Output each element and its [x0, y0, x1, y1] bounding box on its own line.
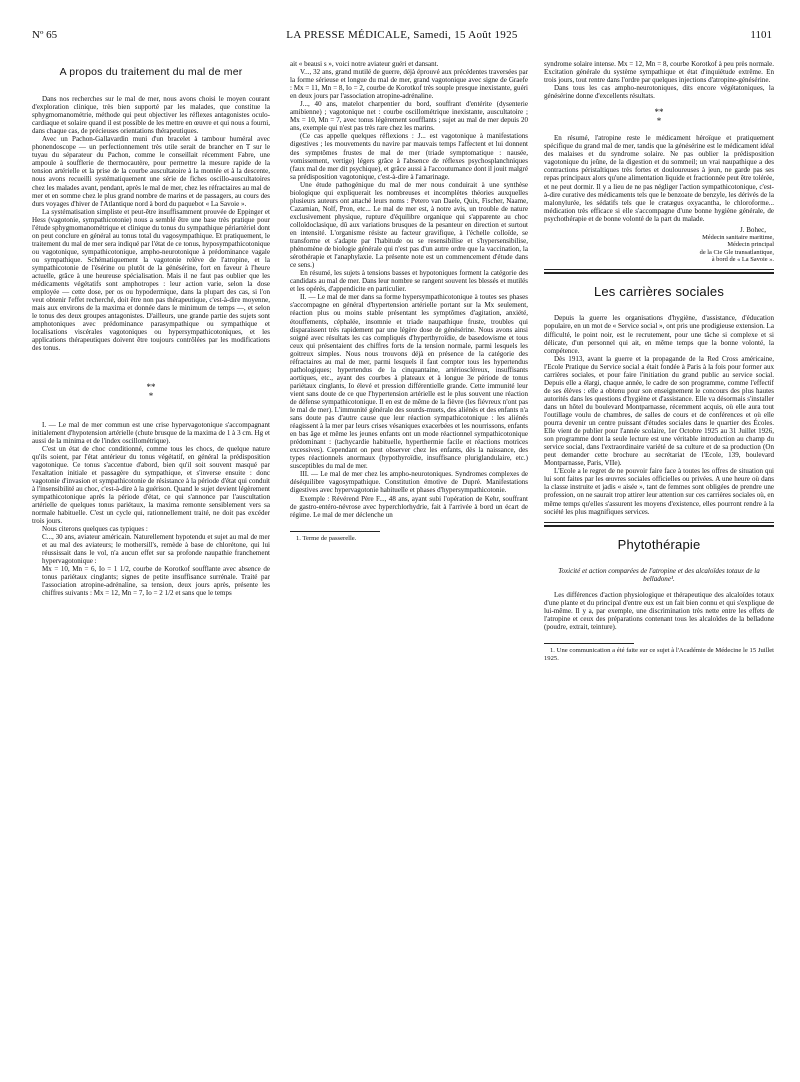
paragraph: Nous citerons quelques cas typiques :: [42, 525, 148, 534]
page-number-label: Nº 65: [32, 29, 58, 41]
paragraph: (Ce cas appelle quelques réflexions : J... est vagotonique à manifestations digestives ; les mouvements du navire par mauvais temps l'affectent et lui donnent des symptômes frustes de mal de mer (triade symptomatique : nausée, vomissement, vertige) légers grâce à l'absence de réflexes psychosplanchniques (faux mal de mer dit psychique), et grâce aussi à l'accoutumance dont il jouit malgré sa prédisposition vagotonique, c'est-à-dire à l'amarinage.: [290, 132, 528, 181]
footnote: 1. Terme de passerelle.: [296, 534, 357, 542]
author-affiliation-line: à bord de « La Savoie ».: [711, 256, 774, 264]
paragraph: Dans nos recherches sur le mal de mer, nous avons choisi le moyen courant d'exploration clinique, très bien supporté par les malades, que constitue la sphygmomanométrie, méthode qui peut objectiver les réflexes antagonistes oculo-cardiaque et solaire quand il est possible de les mettre en œuvre et qui nous a fourni, dans chaque cas, de précieuses orientations thérapeutiques.: [32, 95, 270, 136]
author-signature: J. Bohec,: [739, 225, 766, 234]
author-affiliation-line: de la Cie Gle transatlantique,: [699, 248, 774, 256]
section-heading-carrieres: Les carrières sociales: [593, 284, 725, 300]
paragraph: Une étude pathogénique du mal de mer nous conduirait à une synthèse biologique qui expliquerait les nombreuses et incomplètes théories auxquelles plusieurs auteurs ont attaché leurs noms : Petero van Daele, Quix, Fischer, Naame, Cazamian, Nolf, Pron, etc... Le mal de mer est, à notre avis, un trouble de nature exclusivement physique, rupture d'équilibre organique qui s'apparente au choc colloïdoclasique, dû aux variations brusques de la pesanteur en direction et surtout en intensité. L'organisme résiste au facteur gravifique, à l'échelle colloïde, se transforme et s'adapte par l'habitude ou se resensibilise et s'hypersensibilise, phénomène de biologie générale qui n'est pas d'un autre ordre que la vaccination, la sérothérapie et l'anaphylaxie. La présente note est un commencement d'étude dans ce sens.): [290, 180, 528, 270]
column-left: [32, 60, 270, 598]
article-subtitle: Toxicité et action comparées de l'atropine et des alcaloïdes totaux de la belladone¹.: [558, 566, 760, 583]
column-right: [544, 60, 774, 663]
paragraph: Dans tous les cas ampho-neurotoniques, dits encore végétatoniques, la génésérine donne d'excellents résultats.: [544, 84, 774, 101]
paragraph: Dès 1913, avant la guerre et la propagande de la Red Cross américaine, l'Ecole Pratique du Service social a était fondée à Paris à la fois pour former aux carrières sociales, et pour faire l'initiation du grand public au service social. Depuis elle a élargi, chaque année, le cadre de son programme, comme l'effectif de ses élèves : elle a obtenu pour son enseignement le concours des plus hautes autorités dans les questions d'hygiène et d'assistance. Elle va désormais s'installer dans un hôtel du boulevard Montparnasse, récemment acquis, où elle aura tout l'outillage voulu de chambres, de salles de cours et de conférences et où elle pourra devenir un centre puissant d'études sociales dans le quartier des Écoles. Elle vient de publier pour l'année scolaire, 1er Octobre 1925 au 31 Juillet 1926, son programme dont la seule lecture est une véritable introduction au champ du service social, dans l'extraordinaire variété de sa culture et de sa production (On peut demander cette brochure au secrétariat de l'Ecole, 139, boulevard Montparnasse, Paris, VIIe).: [544, 354, 774, 468]
paragraph: Exemple : Révérend Père F..., 48 ans, ayant subi l'opération de Kehr, souffrant de gastro-entéro-névrose avec hyperchlorhydrie, fait à l'arrivée à bord un écart de régime. Le mal de mer déclenche un: [290, 494, 528, 519]
section-divider-thick: [544, 525, 774, 527]
paragraph: ait « beausi s », voici notre aviateur guéri et dansant.: [290, 60, 439, 68]
paragraph: II. — Le mal de mer dans sa forme hypersympathicotonique à toutes ses phases s'accompagne en général d'hypertension artérielle portant sur la Mx seulement, réaction plus ou moins stable présentant les symptômes d'agitation, anxiété, étouffements, céphalée, insomnie et triade naupathique fruste, troubles qui disparaissent très rapidement par une légère dose de génésérine. Nous avons ainsi soigné avec résultats les cas compliqués d'hyperthyroïdie, de basedowisme et tous ceux qui présentaient des chiffres forts de la tension normale, parmi lesquels les goitreux simples. Nous nous trouvons déjà en présence de la catégorie des réfractaires au mal de mer, parmi lesquels il faut compter tous les hypertendus pathologiques; hypertendus de la cinquantaine, artérioscléreux, insuffisants aortiques, etc., ayant des courbes à plateaux et à longue 3e période de tonus pariétaux cinglants, Io élevé et pression différentielle grande. Cette immunité leur vient sans doute de ce que l'hypertension artérielle est le plus souvent une réaction de défense sympathicotonique. Il en est de même de la fièvre (les fiévreux n'ont pas le mal de mer). L'immunité générale des sourds-muets, des aliénés et des enfants n'a sans doute pas d'autre cause que leur réaction sympathicotonique : les aliénés réagissent à la mer par leurs crises vésaniques exacerbées et les nourrissons, enfants en bas âge et même les jeunes enfants ont un mode réactionnel sympathicotonique prédominant : (tachycardie habituelle, hyperthermie facile et réactions motrices excessives). Cependant on peut observer chez les enfants, dès la naissance, des types réactionnels anormaux (hypothyroïdie, insuffisance pluriglandulaire, etc.) susceptibles du mal de mer.: [290, 293, 528, 471]
journal-title: LA PRESSE MÉDICALE, Samedi, 15 Août 1925: [286, 29, 518, 41]
author-affiliation-line: Médecin sanitaire maritime,: [702, 233, 774, 241]
paragraph: V..., 32 ans, grand mutilé de guerre, déjà éprouvé aux précédentes traversées par la forme sérieuse et longue du mal de mer, grand vagotonique avec signe de Graefe : Mx = 11, Mn = 8, Io = 2, courbe de Korotkof très souple presque inexistante, guéri en deux jours par l'association atropine-adrénaline.: [290, 68, 528, 101]
running-header: [32, 29, 772, 43]
paragraph: Les différences d'action physiologique et thérapeutique des alcaloïdes totaux d'une plante et du principal d'entre eux est un fait bien connu et qui s'explique de lui-même. Il y a, par exemple, une discrimination très nette entre les effets de l'atropine et ceux des préparations contenant tous les alcaloïdes de la belladone (poudre, extrait, teinture).: [544, 590, 774, 631]
paragraph: I. — Le mal de mer commun est une crise hypervagotonique s'accompagnant initialement d'hypotension artérielle (chute brusque de la maxima de 1 à 3 cm. Hg et aussi de la minima et de l'index oscillométrique).: [32, 420, 270, 445]
paragraph: Avec un Pachon-Gallavardin muni d'un bracelet à tambour huméral avec phonendoscope — un perfectionnement très utile serait de brancher en T sur le tuyau du séparateur du Pachon, comme le conseillait récemment Fabre, une ampoule à soufflerie de thermocautère, pour permettre la mesure rapide de la tension artérielle et la prise de la courbe auscultatoire à la montée et à la descente, nous avons recueilli systématiquement une série de fiches oscillo-auscultatoires chez les malades avant, pendant, après le mal de mer, chez les réfractaires au mal de mer et en somme chez le plus grand nombre de marins et de passagers, au cours des durs voyages d'hiver de l'Atlantique nord à bord du paquebot « La Savoie ».: [32, 135, 270, 208]
section-heading-phytotherapie: Phytothérapie: [617, 536, 701, 552]
paragraph: J..., 40 ans, matelot charpentier du bord, souffrant d'entérite (dysenterie amibienne) ; vagotonique net : courbe oscillométrique inexistante, auscultatoire ; Mx = 10, Mn = 7, avec tonus légèrement soufflants ; sujet au mal de mer depuis 20 ans, exemple qui n'est pas très rare chez les marins.: [290, 100, 528, 133]
article-title: A propos du traitement du mal de mer: [59, 66, 243, 78]
footnote: 1. Une communication a été faite sur ce sujet à l'Académie de Médecine le 15 Juillet 1925.: [544, 646, 774, 662]
paragraph: Mx = 10, Mn = 6, Io = 1 1/2, courbe de Korotkof soufflante avec absence de tonus pariétaux cinglants; signes de petite insuffisance surrénale. Traité par l'association atropine-adrénaline, sa tension, deux jours après, présente les chiffres suivants : Mx = 12, Mn = 7, Io = 2 1/2 et sans que le temps: [42, 565, 270, 598]
section-divider: [544, 269, 774, 270]
author-affiliation-line: Médecin principal: [727, 241, 774, 249]
folio-number: 1101: [750, 29, 772, 41]
section-separator-stars: ** *: [146, 381, 156, 401]
paragraph: En résumé, l'atropine reste le médicament héroïque et pratiquement spécifique du grand mal de mer, tandis que la génésérine est le médicament idéal des malaises et du syndrome solaire. Ne pas oublier la prédisposition vagotonique du jeûne, de la digestion et du sommeil; un vrai naupathique a des contractions péristaltiques très fortes et douloureuses à jeun, ne garde pas ses repas principaux alors qu'une alimentation liquide et fractionnée peut être tolérée, et ne peut dormir. Il y a lieu de ne pas négliger l'action sympathicotonique, c'est-à-dire curative des médicaments tels que le benzoate de benzyle, les dérivés de la malonylurée, les sédatifs tels que le cratægus oxyacantha, le chloroforme... médication très efficace si elle s'accompagne d'une bonne hygiène générale, de psychothérapie et de bonne volonté de la part du malade.: [544, 134, 775, 223]
paragraph: En résumé, les sujets à tensions basses et hypotoniques forment la catégorie des candidats au mal de mer. Dans leur nombre se rangent souvent les blessés et mutilés et les opérés, d'appendicite en particulier.: [290, 269, 528, 294]
section-separator-stars: ** *: [654, 107, 664, 127]
paragraph: syndrome solaire intense. Mx = 12, Mn = 8, courbe Korotkof à peu près normale. Excitation générale du système sympathique et état d'inquiétude extrême. En trois jours, tout rentre dans l'ordre par quelques injections d'atropine-génésérine.: [544, 60, 774, 85]
section-divider-thick: [544, 272, 774, 274]
case-report: [32, 533, 270, 597]
column-middle: [290, 60, 528, 543]
paragraph: Depuis la guerre les organisations d'hygiène, d'assistance, d'éducation populaire, en un mot de « Service social », ont pris une prodigieuse extension. La difficulté, le point noir, est le recrutement, pour une tâche si complexe et si délicate, d'un personnel qui ait, en même temps que la bonne volonté, la compétence.: [544, 314, 774, 355]
paragraph: L'Ecole a le regret de ne pouvoir faire face à toutes les offres de situation qui lui sont faites par les œuvres sociales officielles ou privées. A une heure où dans la classe instruite et jadis « aisée », tant de femmes sont obligées de prendre une profession, on ne saurait trop attirer leur attention sur ces carrières sociales où, en même temps qu'elles s'assurent les moyens d'existence, elles pourront rendre à la société les plus magnifiques services.: [544, 467, 774, 516]
paragraph: C..., 30 ans, aviateur américain. Naturellement hypotendu et sujet au mal de mer et au mal des aviateurs; le mothersill's, remède à base de chlorétone, qui lui réussissait dans le vol, n'a aucun effet sur sa profonde naupathie franchement hypervagotonique :: [42, 533, 270, 566]
section-divider: [544, 522, 774, 523]
paragraph: III. — Le mal de mer chez les ampho-neurotoniques. Syndromes complexes de déséquilibre vagosympathique. Constitution émotive de Dupré. Manifestations digestives avec hypervagotonie habituelle et phases d'hypersympathicotonie.: [290, 470, 528, 495]
paragraph: La systématisation simpliste et peut-être insuffisamment prouvée de Eppinger et Hess (vagotonie, sympathicotonie) nous a semblé être une base très pratique pour l'étude sphygmomanométrique et clinique du tonus du sympathique périartériel dont on peut conclure en général au tonus total du vagosympathique. Et pratiquement, le traitement du mal de mer sera indiqué par l'état de ce tonus, hyposympathicotonique ou vagotonique, sympathicotonique, ampho-neurotonique à prédominance vagale ou sympathique. Schématiquement la vagotonie relève de l'atropine, et la sympathicotonie de l'ésérine ou plutôt de la génésérine, fort en faveur à l'heure actuelle, grâce à une heureuse spécialisation. Mais il ne faut pas oublier que les médicaments végétatifs sont amphotropes : leur action varie, selon la dose employée — cette dose, per os ou hypodermique, dans la plupart des cas, si l'on veut obtenir l'effet recherché, doit être non pas thérapeutique, c'est-à-dire moyenne, mais aux environs de la maxima et donnée dans le minimum de temps —, et selon le tonus des deux groupes antagonistes. D'ailleurs, une grande partie des sujets sont amphotoniques avec prédominance parasympathique ou sympathique et localisations viscérales vagotoniques ou hypersympathicotoniques, et les applications thérapeutiques doivent être toujours contrôlées par les modifications des tonus.: [32, 207, 270, 353]
footnote-rule: [544, 643, 634, 644]
paragraph: C'est un état de choc conditionné, comme tous les chocs, de quelque nature qu'ils soient, par l'état antérieur du tonus végétatif, en général la prédisposition vagotonique. Ce tonus s'accentue d'abord, bien qu'il soit souvent masqué par l'exaltation initiale et passagère du sympathique, et s'inverse ensuite : donc vagotonie d'invasion et sympathicotonie de résistance à la période d'état qui conduit à l'insensibilité au choc, c'est-à-dire à la guérison. Quand le sujet devient légèrement sympathicotonique après la période d'état, ce qui s'annonce par l'auscultation artérielle de quelques tonus pariétaux, la maxima remonte sensiblement vers sa normale habituelle. C'est un cycle qui, rationnellement traité, ne doit pas excéder trois jours.: [32, 444, 270, 526]
footnote-rule: [290, 531, 380, 532]
